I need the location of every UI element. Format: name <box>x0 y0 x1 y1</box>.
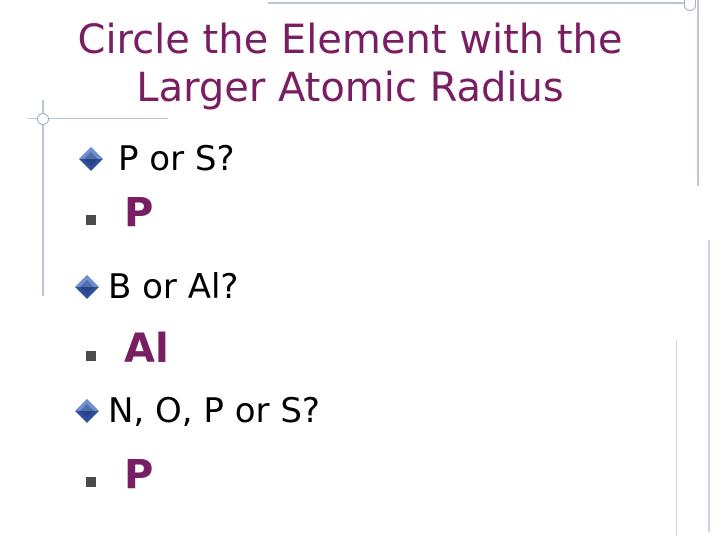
question-text: B or Al? <box>108 267 239 307</box>
question-item <box>78 134 235 184</box>
slide-title: Circle the Element with the Larger Atomic Radius <box>77 17 623 111</box>
question-item <box>74 262 238 312</box>
question-text: P or S? <box>118 139 235 179</box>
diamond-bullet-icon <box>78 146 104 172</box>
corner-decoration <box>684 0 696 11</box>
diamond-bullet-icon <box>74 274 100 300</box>
square-bullet-icon <box>86 477 96 487</box>
question-text: N, O, P or S? <box>108 391 320 431</box>
left-horizontal-line <box>28 118 168 119</box>
right-vertical-line-faint <box>676 340 677 536</box>
frame-circle-decoration <box>37 113 49 125</box>
top-rule-line <box>268 2 690 4</box>
diamond-bullet-icon <box>74 398 100 424</box>
left-vertical-line <box>42 100 44 296</box>
right-vertical-line <box>697 0 699 186</box>
answer-text: P <box>124 452 154 498</box>
answer-item <box>86 450 153 500</box>
square-bullet-icon <box>86 351 96 361</box>
right-vertical-line-lower <box>708 240 710 532</box>
answer-item <box>86 188 153 238</box>
answer-text: P <box>124 190 154 236</box>
answer-text: Al <box>124 326 169 372</box>
question-item <box>74 386 320 436</box>
square-bullet-icon <box>86 215 96 225</box>
answer-item <box>86 324 169 374</box>
